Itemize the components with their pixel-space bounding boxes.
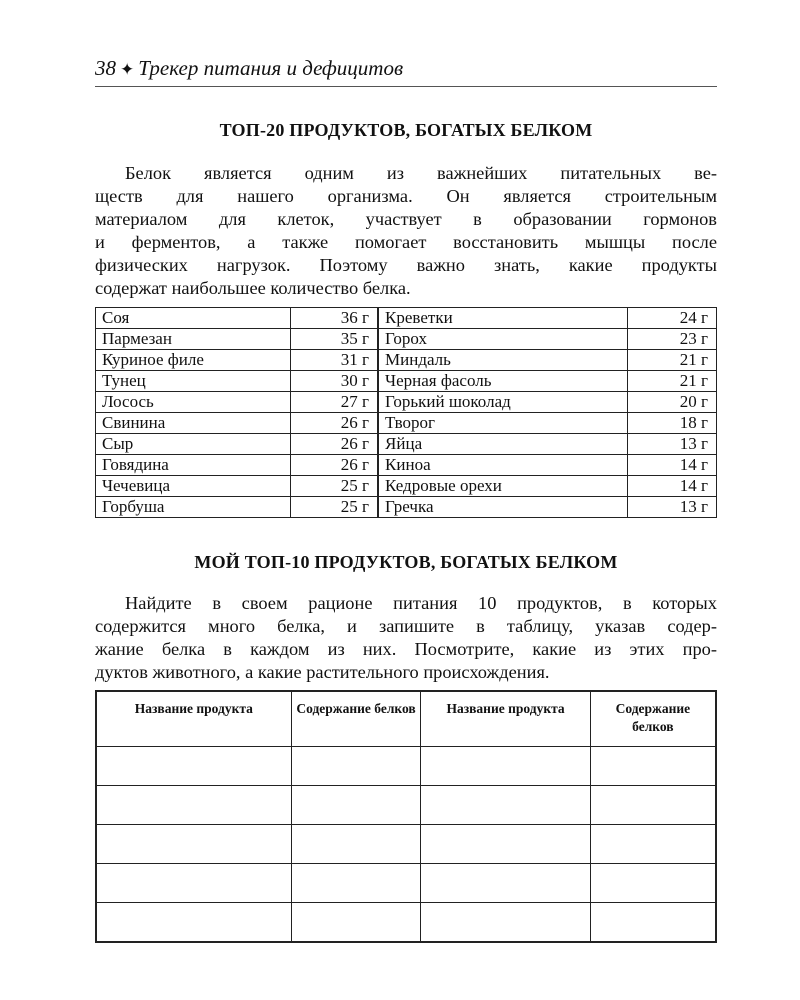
table-row [96,413,717,434]
paragraph-line: Найдите в своем рационе питания 10 продуктов, в которых [125,593,717,613]
protein-amount-cell: 24 г [628,308,717,329]
product-name-cell: Творог [378,413,628,434]
paragraph-line: ществ для нашего организма. Он является строительным [95,186,717,206]
protein-table-body [96,308,717,518]
empty-entry-row [96,864,716,903]
protein-amount-cell: 20 г [628,392,717,413]
blank-cell[interactable] [421,864,590,903]
blank-cell[interactable] [590,747,716,786]
table-row [96,476,717,497]
table-row [96,455,717,476]
table-row [96,434,717,455]
paragraph-line: жание белка в каждом из них. Посмотрите, какие из этих про- [95,639,717,659]
protein-amount-cell: 30 г [290,371,378,392]
running-header [95,56,403,81]
table-row [96,329,717,350]
paragraph-line: Белок является одним из важнейших питательных ве- [125,163,717,183]
product-name-cell: Сыр [96,434,291,455]
product-name-cell: Горький шоколад [378,392,628,413]
blank-cell[interactable] [291,786,421,825]
product-name-cell: Миндаль [378,350,628,371]
page-header [95,52,717,87]
section-heading-my-top10: МОЙ ТОП-10 ПРОДУКТОВ, БОГАТЫХ БЕЛКОМ [194,552,618,572]
intro-paragraph [95,162,717,300]
empty-entry-row [96,903,716,943]
page-number: 38 [95,56,116,80]
blank-cell[interactable] [96,786,291,825]
paragraph-line: содержат наибольшее количество белка. [95,278,411,298]
blank-cell[interactable] [590,825,716,864]
protein-amount-cell: 13 г [628,434,717,455]
product-name-cell: Пармезан [96,329,291,350]
column-header-protein-content: Содержание белков [590,691,716,747]
paragraph-line: материалом для клеток, участвует в образовании гормонов [95,209,717,229]
table-header-row [96,691,716,747]
protein-amount-cell: 21 г [628,371,717,392]
column-header-protein-content: Содержание белков [291,691,421,747]
blank-cell[interactable] [421,903,590,943]
empty-entry-row [96,786,716,825]
column-header-product-name: Название продукта [96,691,291,747]
table-row [96,308,717,329]
product-name-cell: Креветки [378,308,628,329]
protein-amount-cell: 14 г [628,476,717,497]
protein-amount-cell: 31 г [290,350,378,371]
product-name-cell: Горох [378,329,628,350]
blank-cell[interactable] [590,864,716,903]
product-name-cell: Тунец [96,371,291,392]
blank-cell[interactable] [96,864,291,903]
table-row [96,497,717,518]
empty-entry-row [96,747,716,786]
paragraph-line: и ферментов, а также помогает восстановить мышцы после [95,232,717,252]
protein-amount-cell: 25 г [290,476,378,497]
protein-amount-cell: 26 г [290,413,378,434]
product-name-cell: Черная фасоль [378,371,628,392]
product-name-cell: Гречка [378,497,628,518]
product-name-cell: Горбуша [96,497,291,518]
protein-amount-cell: 13 г [628,497,717,518]
blank-cell[interactable] [590,903,716,943]
product-name-cell: Киноа [378,455,628,476]
product-name-cell: Чечевица [96,476,291,497]
blank-cell[interactable] [96,825,291,864]
table-row [96,392,717,413]
product-name-cell: Лосось [96,392,291,413]
product-name-cell: Яйца [378,434,628,455]
protein-amount-cell: 21 г [628,350,717,371]
product-name-cell: Куриное филе [96,350,291,371]
protein-table [95,307,717,518]
blank-cell[interactable] [590,786,716,825]
product-name-cell: Соя [96,308,291,329]
product-name-cell: Говядина [96,455,291,476]
product-name-cell: Кедровые орехи [378,476,628,497]
protein-amount-cell: 26 г [290,434,378,455]
running-title: Трекер питания и дефицитов [138,56,404,80]
blank-cell[interactable] [291,864,421,903]
blank-cell[interactable] [421,825,590,864]
protein-amount-cell: 25 г [290,497,378,518]
product-name-cell: Свинина [96,413,291,434]
section-heading-top20: ТОП-20 ПРОДУКТОВ, БОГАТЫХ БЕЛКОМ [219,120,593,140]
star-icon: ✦ [120,60,135,79]
protein-amount-cell: 18 г [628,413,717,434]
empty-entry-row [96,825,716,864]
instructions-paragraph [95,592,717,684]
blank-cell[interactable] [421,786,590,825]
blank-cell[interactable] [96,903,291,943]
paragraph-line: физических нагрузок. Поэтому важно знать, какие продукты [95,255,717,275]
protein-amount-cell: 27 г [290,392,378,413]
protein-amount-cell: 14 г [628,455,717,476]
protein-amount-cell: 26 г [290,455,378,476]
blank-cell[interactable] [291,903,421,943]
table-row [96,371,717,392]
paragraph-line: дуктов животного, а какие растительного происхождения. [95,662,550,682]
blank-cell[interactable] [421,747,590,786]
paragraph-line: содержится много белка, и запишите в таблицу, указав содер- [95,616,717,636]
column-header-product-name: Название продукта [421,691,590,747]
my-protein-table [95,690,717,943]
protein-amount-cell: 35 г [290,329,378,350]
table-row [96,350,717,371]
blank-cell[interactable] [291,825,421,864]
blank-cell[interactable] [96,747,291,786]
blank-cell[interactable] [291,747,421,786]
protein-amount-cell: 36 г [290,308,378,329]
protein-amount-cell: 23 г [628,329,717,350]
